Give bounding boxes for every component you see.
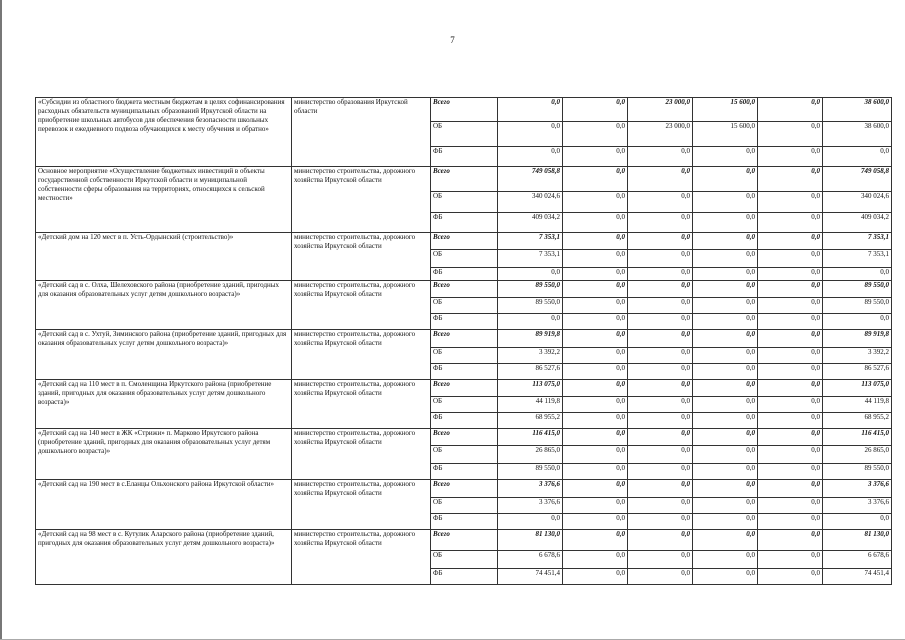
amount-cell: 0,0 [758, 213, 823, 233]
amount-cell: 0,0 [628, 397, 693, 413]
amount-cell: 0,0 [498, 514, 563, 530]
amount-cell: 0,0 [693, 446, 758, 464]
amount-cell: 409 034,2 [498, 213, 563, 233]
activity-name-cell: «Детский сад на 140 мест в ЖК «Стрижи» п. Марково Иркутского района (приобретение зданий, пригодных для оказания образовательных услуг детям дошкольного возраста)» [36, 429, 292, 480]
funding-source-cell: Всего [431, 480, 498, 498]
amount-cell: 0,0 [758, 98, 823, 122]
table-row [36, 167, 892, 192]
activity-name-cell: «Детский сад на 98 мест в с. Кутулик Аларского района (приобретение зданий, пригодных для оказания образовательных услуг детям дошкольного возраста)» [36, 530, 292, 585]
amount-cell: 116 415,0 [823, 429, 892, 446]
amount-cell: 0,0 [628, 233, 693, 250]
budget-table [35, 97, 892, 585]
amount-cell: 0,0 [563, 413, 628, 429]
amount-cell: 0,0 [823, 147, 892, 167]
amount-cell: 89 550,0 [498, 298, 563, 314]
amount-cell: 0,0 [758, 192, 823, 213]
funding-source-cell: Всего [431, 281, 498, 298]
funding-source-cell: ОБ [431, 446, 498, 464]
funding-source-cell: ФБ [431, 147, 498, 167]
amount-cell: 0,0 [563, 551, 628, 569]
amount-cell: 0,0 [563, 364, 628, 380]
amount-cell: 0,0 [563, 250, 628, 268]
amount-cell: 0,0 [628, 498, 693, 514]
amount-cell: 0,0 [758, 233, 823, 250]
amount-cell: 81 130,0 [498, 530, 563, 551]
amount-cell: 89 550,0 [823, 464, 892, 480]
amount-cell: 23 000,0 [628, 122, 693, 147]
amount-cell: 0,0 [563, 348, 628, 364]
amount-cell: 116 415,0 [498, 429, 563, 446]
amount-cell: 0,0 [693, 298, 758, 314]
amount-cell: 0,0 [498, 268, 563, 281]
amount-cell: 15 600,0 [693, 98, 758, 122]
amount-cell: 0,0 [693, 268, 758, 281]
amount-cell: 0,0 [693, 551, 758, 569]
amount-cell: 0,0 [693, 514, 758, 530]
amount-cell: 0,0 [628, 167, 693, 192]
executor-cell: министерство строительства, дорожного хозяйства Иркутской области [292, 429, 431, 480]
funding-source-cell: ОБ [431, 122, 498, 147]
page-number: 7 [450, 35, 455, 45]
amount-cell: 0,0 [758, 380, 823, 397]
amount-cell: 0,0 [693, 233, 758, 250]
amount-cell: 0,0 [758, 480, 823, 498]
amount-cell: 7 353,1 [823, 233, 892, 250]
amount-cell: 0,0 [693, 348, 758, 364]
amount-cell: 0,0 [693, 397, 758, 413]
amount-cell: 0,0 [693, 330, 758, 348]
amount-cell: 86 527,6 [498, 364, 563, 380]
funding-source-cell: Всего [431, 233, 498, 250]
amount-cell: 0,0 [628, 380, 693, 397]
amount-cell: 26 865,0 [823, 446, 892, 464]
amount-cell: 89 550,0 [498, 281, 563, 298]
amount-cell: 0,0 [758, 514, 823, 530]
scan-edge-left [0, 0, 2, 640]
amount-cell: 6 678,6 [823, 551, 892, 569]
amount-cell: 409 034,2 [823, 213, 892, 233]
amount-cell: 3 376,6 [498, 480, 563, 498]
amount-cell: 0,0 [758, 464, 823, 480]
amount-cell: 0,0 [563, 314, 628, 330]
amount-cell: 89 550,0 [823, 281, 892, 298]
amount-cell: 0,0 [693, 314, 758, 330]
funding-source-cell: Всего [431, 167, 498, 192]
amount-cell: 44 119,8 [498, 397, 563, 413]
amount-cell: 0,0 [563, 569, 628, 585]
amount-cell: 0,0 [563, 233, 628, 250]
funding-source-cell: ОБ [431, 397, 498, 413]
table-row [36, 330, 892, 348]
table-row [36, 530, 892, 551]
amount-cell: 0,0 [628, 192, 693, 213]
amount-cell: 74 451,4 [498, 569, 563, 585]
amount-cell: 68 955,2 [498, 413, 563, 429]
amount-cell: 74 451,4 [823, 569, 892, 585]
amount-cell: 0,0 [563, 380, 628, 397]
amount-cell: 0,0 [628, 464, 693, 480]
amount-cell: 3 376,6 [823, 498, 892, 514]
amount-cell: 0,0 [563, 498, 628, 514]
amount-cell: 113 075,0 [498, 380, 563, 397]
executor-cell: министерство строительства, дорожного хозяйства Иркутской области [292, 530, 431, 585]
amount-cell: 0,0 [628, 446, 693, 464]
executor-cell: министерство образования Иркутской области [292, 98, 431, 167]
funding-source-cell: ОБ [431, 250, 498, 268]
amount-cell: 340 024,6 [498, 192, 563, 213]
amount-cell: 0,0 [758, 268, 823, 281]
amount-cell: 0,0 [628, 569, 693, 585]
amount-cell: 0,0 [823, 314, 892, 330]
amount-cell: 68 955,2 [823, 413, 892, 429]
amount-cell: 0,0 [758, 429, 823, 446]
budget-table-body [36, 98, 892, 585]
amount-cell: 0,0 [563, 446, 628, 464]
amount-cell: 0,0 [563, 167, 628, 192]
amount-cell: 0,0 [693, 569, 758, 585]
funding-source-cell: Всего [431, 98, 498, 122]
amount-cell: 0,0 [758, 364, 823, 380]
amount-cell: 23 000,0 [628, 98, 693, 122]
activity-name-cell: «Детский сад в с. Ухтуй, Зиминского района (приобретение зданий, пригодных для оказания образовательных услуг детям дошкольного возраста)» [36, 330, 292, 380]
amount-cell: 0,0 [758, 446, 823, 464]
amount-cell: 0,0 [758, 147, 823, 167]
amount-cell: 0,0 [693, 380, 758, 397]
amount-cell: 7 353,1 [498, 250, 563, 268]
amount-cell: 0,0 [693, 480, 758, 498]
amount-cell: 3 376,6 [498, 498, 563, 514]
amount-cell: 6 678,6 [498, 551, 563, 569]
funding-source-cell: ФБ [431, 514, 498, 530]
amount-cell: 86 527,6 [823, 364, 892, 380]
amount-cell: 0,0 [693, 498, 758, 514]
funding-source-cell: ФБ [431, 464, 498, 480]
executor-cell: министерство строительства, дорожного хозяйства Иркутской области [292, 233, 431, 281]
amount-cell: 0,0 [563, 298, 628, 314]
amount-cell: 0,0 [628, 480, 693, 498]
funding-source-cell: ФБ [431, 569, 498, 585]
amount-cell: 81 130,0 [823, 530, 892, 551]
amount-cell: 44 119,8 [823, 397, 892, 413]
funding-source-cell: ОБ [431, 348, 498, 364]
amount-cell: 7 353,1 [823, 250, 892, 268]
amount-cell: 0,0 [563, 281, 628, 298]
amount-cell: 0,0 [563, 147, 628, 167]
amount-cell: 0,0 [758, 569, 823, 585]
funding-source-cell: Всего [431, 330, 498, 348]
activity-name-cell: Основное мероприятие «Осуществление бюджетных инвестиций в объекты государственной собственности Иркутской области и муниципальной собственности сферы образования на территориях, относящихся к сельской местности» [36, 167, 292, 233]
executor-cell: министерство строительства, дорожного хозяйства Иркутской области [292, 167, 431, 233]
amount-cell: 0,0 [758, 498, 823, 514]
funding-source-cell: ОБ [431, 298, 498, 314]
amount-cell: 0,0 [628, 298, 693, 314]
executor-cell: министерство строительства, дорожного хозяйства Иркутской области [292, 281, 431, 330]
amount-cell: 0,0 [498, 147, 563, 167]
amount-cell: 0,0 [628, 429, 693, 446]
amount-cell: 0,0 [693, 250, 758, 268]
executor-cell: министерство строительства, дорожного хозяйства Иркутской области [292, 330, 431, 380]
amount-cell: 0,0 [693, 192, 758, 213]
funding-source-cell: Всего [431, 380, 498, 397]
amount-cell: 113 075,0 [823, 380, 892, 397]
amount-cell: 0,0 [498, 98, 563, 122]
funding-source-cell: Всего [431, 429, 498, 446]
funding-source-cell: ФБ [431, 314, 498, 330]
funding-source-cell: ОБ [431, 192, 498, 213]
table-row [36, 480, 892, 498]
amount-cell: 0,0 [628, 364, 693, 380]
amount-cell: 0,0 [758, 530, 823, 551]
table-row [36, 233, 892, 250]
amount-cell: 0,0 [758, 397, 823, 413]
amount-cell: 0,0 [823, 514, 892, 530]
amount-cell: 749 058,8 [823, 167, 892, 192]
amount-cell: 0,0 [758, 330, 823, 348]
amount-cell: 0,0 [628, 281, 693, 298]
amount-cell: 0,0 [563, 122, 628, 147]
amount-cell: 0,0 [693, 413, 758, 429]
amount-cell: 0,0 [498, 314, 563, 330]
table-row [36, 281, 892, 298]
amount-cell: 0,0 [628, 314, 693, 330]
amount-cell: 0,0 [693, 464, 758, 480]
amount-cell: 0,0 [693, 281, 758, 298]
amount-cell: 0,0 [758, 551, 823, 569]
amount-cell: 0,0 [628, 514, 693, 530]
amount-cell: 89 550,0 [823, 298, 892, 314]
amount-cell: 0,0 [758, 413, 823, 429]
amount-cell: 0,0 [563, 213, 628, 233]
amount-cell: 0,0 [563, 330, 628, 348]
amount-cell: 38 600,0 [823, 98, 892, 122]
funding-source-cell: ФБ [431, 268, 498, 281]
amount-cell: 15 600,0 [693, 122, 758, 147]
amount-cell: 0,0 [758, 250, 823, 268]
amount-cell: 0,0 [628, 530, 693, 551]
amount-cell: 0,0 [628, 213, 693, 233]
amount-cell: 0,0 [758, 314, 823, 330]
amount-cell: 0,0 [693, 530, 758, 551]
activity-name-cell: «Детский сад на 110 мест в п. Смоленщина Иркутского района (приобретение зданий, пригодных для оказания образовательных услуг детям дошкольного возраста)» [36, 380, 292, 429]
amount-cell: 0,0 [563, 98, 628, 122]
funding-source-cell: ФБ [431, 413, 498, 429]
amount-cell: 0,0 [693, 167, 758, 192]
amount-cell: 0,0 [563, 464, 628, 480]
activity-name-cell: «Субсидии из областного бюджета местным бюджетам в целях софинансирования расходных обязательств муниципальных образований Иркутской области на приобретение школьных автобусов для обеспечения безопасности школьных перевозок и ежедневного подвоза обучающихся к месту обучения и обратно» [36, 98, 292, 167]
amount-cell: 0,0 [758, 348, 823, 364]
amount-cell: 0,0 [693, 364, 758, 380]
amount-cell: 26 865,0 [498, 446, 563, 464]
funding-source-cell: ФБ [431, 213, 498, 233]
amount-cell: 0,0 [693, 147, 758, 167]
amount-cell: 0,0 [628, 413, 693, 429]
amount-cell: 3 376,6 [823, 480, 892, 498]
amount-cell: 0,0 [563, 429, 628, 446]
amount-cell: 0,0 [628, 551, 693, 569]
amount-cell: 0,0 [628, 330, 693, 348]
table-row [36, 98, 892, 122]
amount-cell: 38 600,0 [823, 122, 892, 147]
funding-source-cell: ОБ [431, 551, 498, 569]
amount-cell: 0,0 [563, 480, 628, 498]
amount-cell: 3 392,2 [498, 348, 563, 364]
amount-cell: 0,0 [693, 429, 758, 446]
amount-cell: 0,0 [758, 281, 823, 298]
amount-cell: 749 058,8 [498, 167, 563, 192]
amount-cell: 0,0 [563, 192, 628, 213]
amount-cell: 0,0 [628, 147, 693, 167]
amount-cell: 0,0 [758, 298, 823, 314]
amount-cell: 0,0 [498, 122, 563, 147]
amount-cell: 7 353,1 [498, 233, 563, 250]
amount-cell: 0,0 [563, 268, 628, 281]
amount-cell: 0,0 [693, 213, 758, 233]
activity-name-cell: «Детский сад на 190 мест в с.Еланцы Ольхонского района Иркутской области» [36, 480, 292, 530]
amount-cell: 0,0 [758, 167, 823, 192]
amount-cell: 0,0 [758, 122, 823, 147]
amount-cell: 89 919,8 [498, 330, 563, 348]
funding-source-cell: Всего [431, 530, 498, 551]
activity-name-cell: «Детский дом на 120 мест в п. Усть-Ордынский (строительство)» [36, 233, 292, 281]
amount-cell: 0,0 [628, 268, 693, 281]
amount-cell: 89 550,0 [498, 464, 563, 480]
activity-name-cell: «Детский сад в с. Олха, Шелеховского района (приобретение зданий, пригодных для оказания образовательных услуг детям дошкольного возраста)» [36, 281, 292, 330]
amount-cell: 0,0 [628, 348, 693, 364]
table-row [36, 380, 892, 397]
amount-cell: 340 024,6 [823, 192, 892, 213]
amount-cell: 0,0 [563, 530, 628, 551]
executor-cell: министерство строительства, дорожного хозяйства Иркутской области [292, 380, 431, 429]
table-row [36, 429, 892, 446]
amount-cell: 0,0 [823, 268, 892, 281]
funding-source-cell: ФБ [431, 364, 498, 380]
amount-cell: 3 392,2 [823, 348, 892, 364]
amount-cell: 0,0 [563, 397, 628, 413]
funding-source-cell: ОБ [431, 498, 498, 514]
amount-cell: 89 919,8 [823, 330, 892, 348]
amount-cell: 0,0 [563, 514, 628, 530]
amount-cell: 0,0 [628, 250, 693, 268]
executor-cell: министерство строительства, дорожного хозяйства Иркутской области [292, 480, 431, 530]
